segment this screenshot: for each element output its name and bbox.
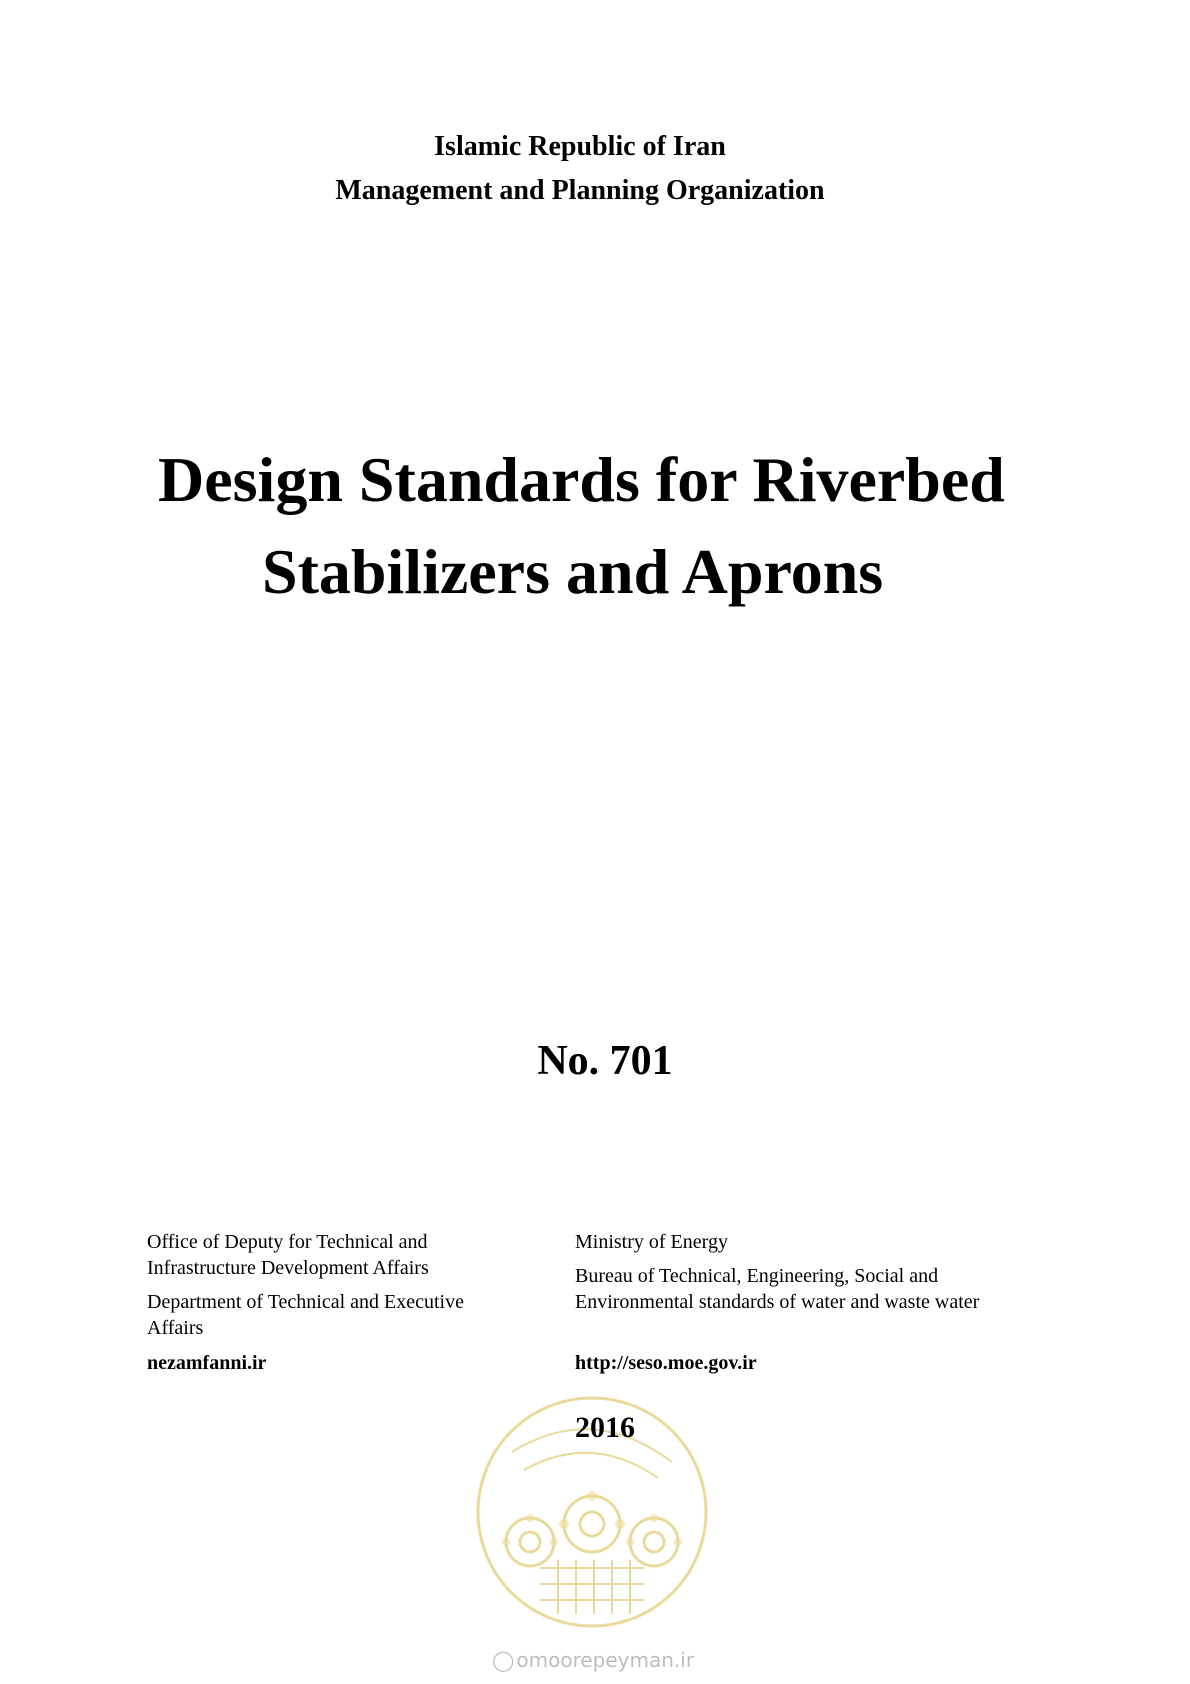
bureau-name: Bureau of Technical, Engineering, Social and Environmental standards of water and waste water bbox=[575, 1265, 980, 1313]
office-name: Office of Deputy for Technical and Infrastructure Development Affairs bbox=[147, 1231, 429, 1279]
watermark-label: omoorepeyman.ir bbox=[516, 1648, 695, 1672]
title-line-2: Stabilizers and Aprons bbox=[262, 536, 884, 607]
right-website-link[interactable]: http://seso.moe.gov.ir bbox=[575, 1352, 757, 1374]
header-country: Islamic Republic of Iran bbox=[434, 131, 726, 162]
document-number: No. 701 bbox=[537, 1038, 673, 1084]
department-name: Department of Technical and Executive Affairs bbox=[147, 1291, 464, 1339]
title-line-1: Design Standards for Riverbed bbox=[158, 444, 1005, 515]
left-issuer-column bbox=[147, 1229, 527, 1374]
ministry-name: Ministry of Energy bbox=[575, 1231, 728, 1253]
globe-icon: ◯ bbox=[492, 1648, 515, 1672]
left-website-link[interactable]: nezamfanni.ir bbox=[147, 1352, 267, 1374]
header-organization: Management and Planning Organization bbox=[335, 175, 825, 206]
watermark-url bbox=[492, 1648, 694, 1672]
right-issuer-column bbox=[575, 1229, 1055, 1374]
publication-year: 2016 bbox=[575, 1411, 635, 1444]
